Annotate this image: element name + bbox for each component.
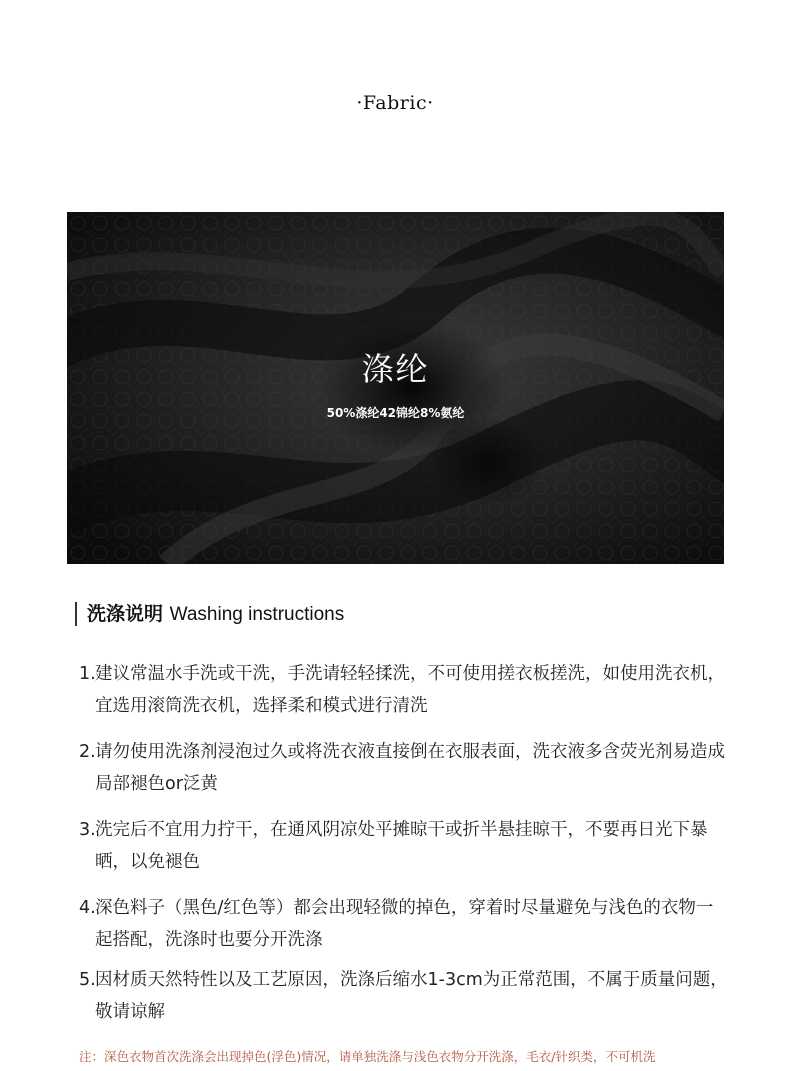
fabric-composition: 50%涤纶42锦纶8%氨纶 [326, 406, 465, 420]
item-number: 5. [79, 970, 96, 990]
list-item [79, 658, 729, 722]
list-item [79, 736, 729, 800]
washing-instructions-heading [75, 602, 344, 626]
item-number: 1. [79, 664, 96, 684]
fabric-section-title: ·Fabric· [356, 92, 434, 114]
item-text: 因材质天然特性以及工艺原因，洗涤后缩水1-3cm为正常范围，不属于质量问题，敬请谅解 [95, 970, 728, 1022]
item-text: 建议常温水手洗或干洗，手洗请轻轻揉洗，不可使用搓衣板搓洗，如使用洗衣机，宜选用滚筒洗衣机，选择柔和模式进行清洗 [95, 664, 725, 716]
item-number: 3. [79, 820, 96, 840]
list-item [79, 892, 729, 956]
item-text: 深色料子（黑色/红色等）都会出现轻微的掉色，穿着时尽量避免与浅色的衣物一起搭配，洗涤时也要分开洗涤 [95, 898, 714, 950]
fabric-name: 涤纶 [361, 350, 430, 388]
item-number: 2. [79, 742, 96, 762]
item-text: 洗完后不宜用力拧干，在通风阴凉处平摊晾干或折半悬挂晾干，不要再日光下暴晒，以免褪色 [95, 820, 708, 872]
fabric-photo [67, 212, 724, 564]
list-item [79, 814, 729, 878]
washing-instructions-list [79, 658, 729, 1042]
item-text: 请勿使用洗涤剂浸泡过久或将洗衣液直接倒在衣服表面，洗衣液多含荧光剂易造成局部褪色or泛黄 [95, 742, 725, 794]
list-item [79, 964, 729, 1028]
item-number: 4. [79, 898, 96, 918]
heading-en: Washing instructions [169, 604, 345, 625]
heading-cn: 洗涤说明 [87, 603, 164, 625]
washing-note: 注：深色衣物首次洗涤会出现掉色(浮色)情况，请单独洗涤与浅色衣物分开洗涤，毛衣/针织类，不可机洗 [79, 1049, 656, 1064]
